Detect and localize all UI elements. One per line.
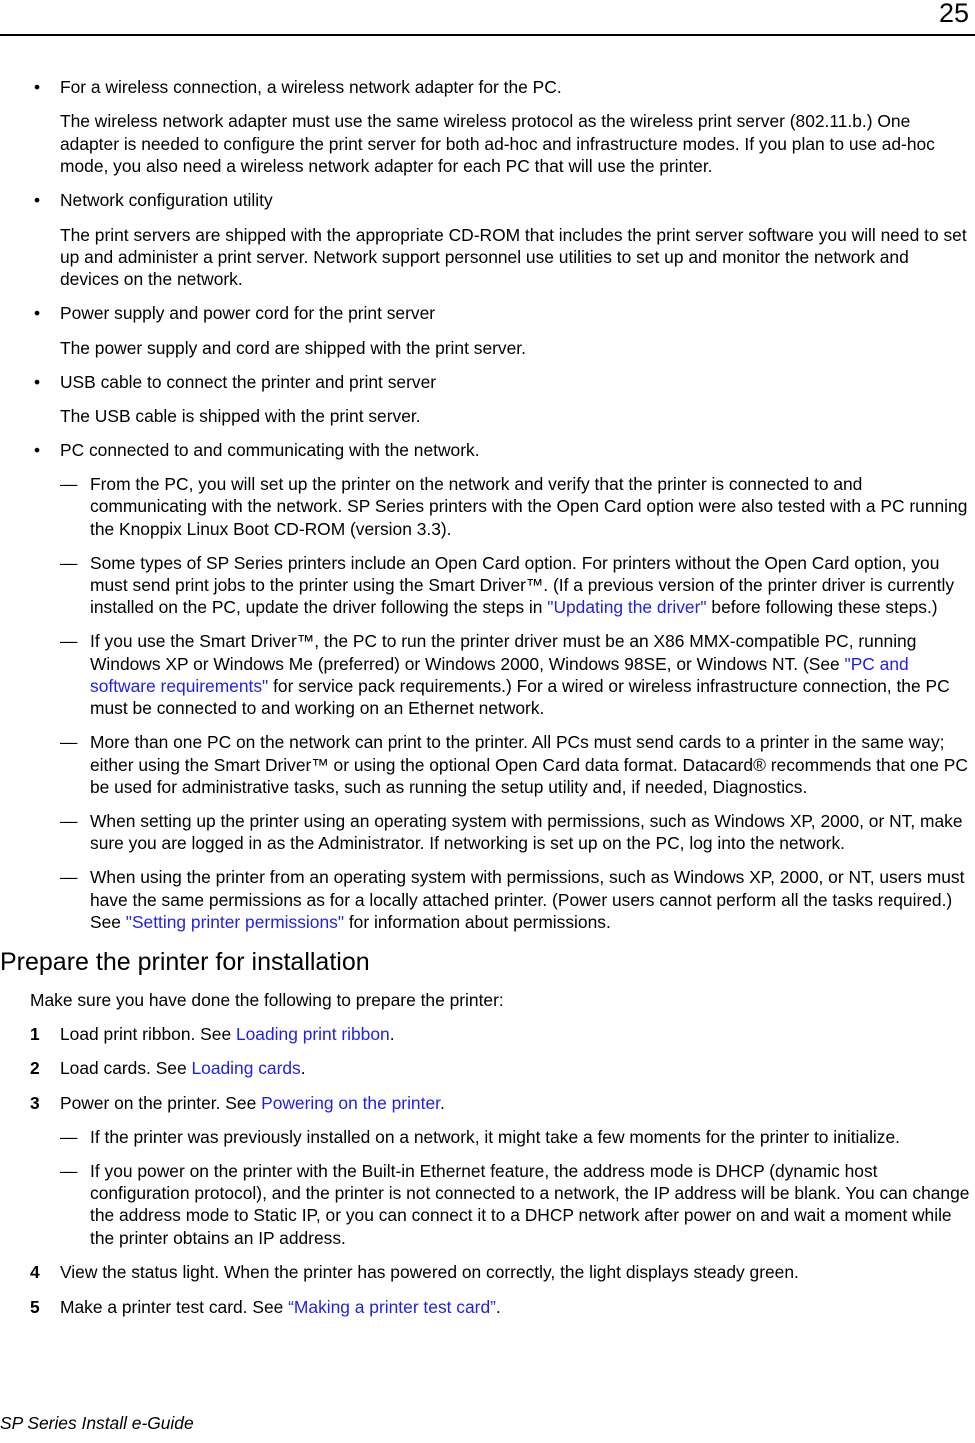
bullet-description: The USB cable is shipped with the print server. xyxy=(60,405,421,426)
step-number: 2 xyxy=(30,1058,40,1079)
header-rule xyxy=(0,34,975,36)
bullet-text: PC connected to and communicating with the network. xyxy=(60,439,480,460)
dash-mark: — xyxy=(60,1160,78,1181)
bullet-power xyxy=(0,302,972,324)
step-4 xyxy=(0,1261,972,1283)
bullet-description: The print servers are shipped with the appropriate CD-ROM that includes the print server software you will need to set up and administer a print server. Network support personnel use utilities to set up and monitor the network and devices on the network. xyxy=(60,224,967,290)
step-text: View the status light. When the printer has powered on correctly, the light displays steady green. xyxy=(60,1262,799,1283)
bullet-wireless xyxy=(0,76,972,98)
section-title: Prepare the printer for installation xyxy=(0,947,370,976)
page-number: 25 xyxy=(938,0,969,28)
dash-text: From the PC, you will set up the printer on the network and verify that the printer is connected to and communicating with the network. SP Series printers with the Open Card option were also tested with a PC running the Knoppix Linux Boot CD-ROM (version 3.3). xyxy=(90,473,968,539)
bullet-description: The wireless network adapter must use the same wireless protocol as the wireless print server (802.11.b.) One adapter is needed to configure the print server for both ad-hoc and infrastructure modes. If you plan to use ad-hoc mode, you also need a wireless network adapter for each PC that will use the printer. xyxy=(60,111,935,177)
bullet-text: Power supply and power cord for the print server xyxy=(60,303,436,324)
dash-item xyxy=(0,1126,972,1148)
bullet-mark: • xyxy=(34,371,41,392)
bullet-utility xyxy=(0,189,972,211)
step-1 xyxy=(0,1023,972,1045)
bullet-mark: • xyxy=(34,439,41,460)
bullet-text: USB cable to connect the printer and print server xyxy=(60,371,437,392)
dash-text: More than one PC on the network can print to the printer. All PCs must send cards to a printer in the same way; either using the Smart Driver™ or using the optional Open Card data format. Datacard® recommends that one PC be used for administrative tasks, such as running the setup utility and, if needed, Diagnostics. xyxy=(90,732,968,798)
dash-item xyxy=(0,731,972,798)
dash-item xyxy=(0,473,972,540)
bullet-text: For a wireless connection, a wireless network adapter for the PC. xyxy=(60,77,562,97)
bullet-mark: • xyxy=(34,303,41,324)
link-updating-driver[interactable]: "Updating the driver" xyxy=(547,597,707,618)
step-text: Make a printer test card. See xyxy=(60,1296,289,1317)
dash-text: Some types of SP Series printers include an Open Card option. For printers without the Open Card option, you must send print jobs to the printer using the Smart Driver™. (If a previous version of the printer driver is currently installed on the PC, update the driver following the steps in xyxy=(90,552,955,618)
dash-text: If you use the Smart Driver™, the PC to run the printer driver must be an X86 MMX-compatible PC, running Windows XP or Windows Me (preferred) or Windows 2000, Windows 98SE, or Windows NT. (See xyxy=(90,631,917,674)
step-text-end: . xyxy=(389,1024,395,1044)
bullet-pc xyxy=(0,439,972,461)
dash-mark: — xyxy=(60,811,78,832)
step-number: 5 xyxy=(30,1296,40,1317)
dash-text: before following these steps.) xyxy=(706,597,938,618)
footer-title: SP Series Install e-Guide xyxy=(0,1413,194,1433)
dash-mark: — xyxy=(60,631,78,652)
bullet-usb xyxy=(0,371,972,393)
dash-mark: — xyxy=(60,732,78,753)
step-number: 3 xyxy=(30,1092,40,1113)
step-text: Power on the printer. See xyxy=(60,1092,262,1113)
bullet-mark: • xyxy=(34,190,41,211)
dash-mark: — xyxy=(60,867,78,888)
dash-text: for service pack requirements.) For a wired or wireless infrastructure connection, the PC must be connected to and working on an Ethernet network. xyxy=(90,676,950,719)
dash-text: When using the printer from an operating system with permissions, such as Windows XP, 2000, or NT, users must have the same permissions as for a locally attached printer. (Power users cannot perform all the tasks required.) See xyxy=(90,867,965,933)
dash-mark: — xyxy=(60,473,78,494)
dash-text: If you power on the printer with the Built-in Ethernet feature, the address mode is DHCP (dynamic host configuration protocol), and the printer is not connected to a network, the IP address will be blank. You can change the address mode to Static IP, or you can connect it to a DHCP network after power on and wait a moment while the printer obtains an IP address. xyxy=(90,1160,970,1248)
dash-item xyxy=(0,810,972,855)
step-text-end: . xyxy=(439,1092,445,1113)
dash-text: When setting up the printer using an operating system with permissions, such as Windows XP, 2000, or NT, make sure you are logged in as the Administrator. If networking is set up on the PC, log into the network. xyxy=(90,811,963,854)
link-loading-cards[interactable]: Loading cards xyxy=(191,1058,301,1079)
step-2 xyxy=(0,1057,972,1079)
step-number: 1 xyxy=(30,1024,40,1044)
bullet-description: The power supply and cord are shipped with the print server. xyxy=(60,337,526,358)
link-setting-printer-permissions[interactable]: "Setting printer permissions" xyxy=(125,912,345,933)
step-number: 4 xyxy=(30,1262,40,1283)
bullet-mark: • xyxy=(34,77,41,97)
dash-item xyxy=(0,866,972,933)
dash-item xyxy=(0,630,972,720)
step-5 xyxy=(0,1296,972,1318)
section-intro: Make sure you have done the following to prepare the printer: xyxy=(30,989,504,1010)
step-text: Load print ribbon. See xyxy=(60,1024,236,1044)
dash-mark: — xyxy=(60,1126,78,1147)
dash-text: for information about permissions. xyxy=(344,912,611,933)
dash-text: If the printer was previously installed on a network, it might take a few moments for the printer to initialize. xyxy=(90,1126,900,1147)
bullet-text: Network configuration utility xyxy=(60,190,273,211)
page-content xyxy=(0,76,972,1318)
step-text: Load cards. See xyxy=(60,1058,192,1079)
step-text-end: . xyxy=(495,1296,501,1317)
link-pc-software-requirements[interactable]: "PC and software requirements" xyxy=(90,653,909,697)
dash-mark: — xyxy=(60,552,78,573)
dash-item xyxy=(0,1160,972,1250)
link-powering-on-printer[interactable]: Powering on the printer xyxy=(261,1092,440,1113)
step-text-end: . xyxy=(300,1058,306,1079)
link-loading-print-ribbon[interactable]: Loading print ribbon xyxy=(235,1024,390,1044)
link-making-test-card[interactable]: “Making a printer test card” xyxy=(288,1296,496,1317)
step-3 xyxy=(0,1092,972,1114)
dash-item xyxy=(0,552,972,619)
